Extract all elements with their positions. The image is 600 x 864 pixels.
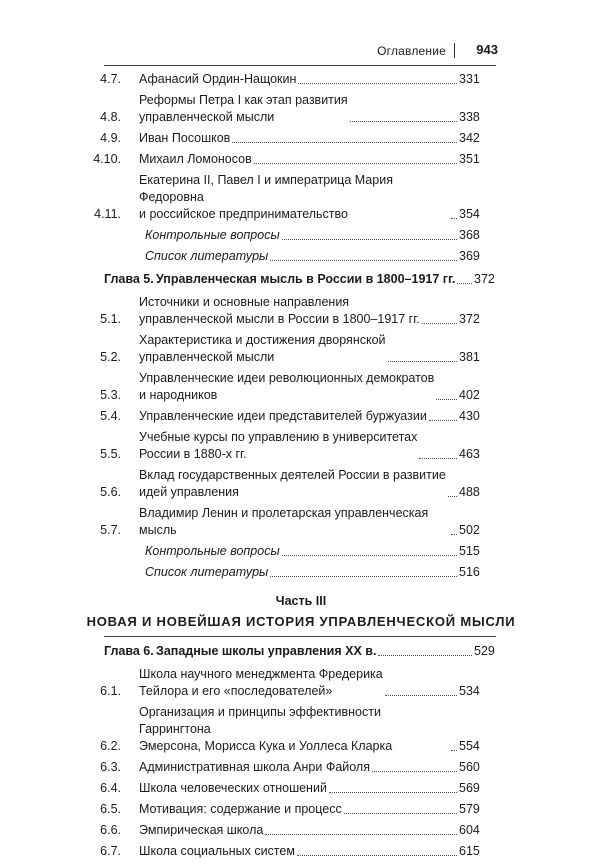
entry-number: 5.4.: [100, 409, 121, 423]
entry-title: Школа человеческих отношений: [139, 781, 327, 795]
entry-number: 5.1.: [100, 312, 121, 326]
toc-entry[interactable]: [0, 429, 600, 463]
entry-page: 372: [459, 312, 480, 326]
toc-entry[interactable]: [0, 172, 600, 223]
leader-dots: [378, 655, 472, 656]
header-divider: [454, 43, 455, 58]
leader-dots: [385, 695, 457, 696]
entry-number: 6.5.: [100, 802, 121, 816]
entry-page: 430: [459, 409, 480, 423]
leader-dots: [448, 496, 457, 497]
leader-dots: [429, 420, 457, 421]
toc-entry[interactable]: [0, 370, 600, 404]
entry-page: 569: [459, 781, 480, 795]
leader-dots: [436, 399, 457, 400]
chapter-title: Западные школы управления XX в.: [156, 644, 377, 658]
entry-page: 354: [459, 207, 480, 221]
entry-number: 6.2.: [100, 739, 121, 753]
leader-dots: [372, 771, 457, 772]
toc-entry[interactable]: [0, 505, 600, 539]
leader-dots: [350, 121, 457, 122]
entry-title: Реформы Петра I как этап развития управленческой мысли: [139, 93, 348, 124]
toc-section-block: [0, 666, 600, 860]
toc-extra-entry[interactable]: [0, 543, 600, 560]
entry-page: 554: [459, 739, 480, 753]
chapter-page: 372: [474, 272, 495, 286]
entry-number: 6.3.: [100, 760, 121, 774]
entry-number: 4.9.: [100, 131, 121, 145]
entry-title: Список литературы: [145, 249, 269, 263]
entry-page: 579: [459, 802, 480, 816]
entry-title: Вклад государственных деятелей России в развитие идей управления: [139, 468, 446, 499]
toc-entry[interactable]: [0, 408, 600, 425]
toc-entry[interactable]: [0, 759, 600, 776]
entry-title: Контрольные вопросы: [145, 228, 280, 242]
part-title: НОВАЯ И НОВЕЙШАЯ ИСТОРИЯ УПРАВЛЕНЧЕСКОЙ МЫСЛИ: [86, 614, 516, 629]
toc-extra-entry[interactable]: [0, 227, 600, 244]
table-of-contents: [0, 71, 600, 864]
section-title: Оглавление: [377, 44, 446, 58]
part-heading: [0, 593, 600, 631]
entry-page: 368: [459, 228, 480, 242]
entry-page: 604: [459, 823, 480, 837]
toc-entry[interactable]: [0, 843, 600, 860]
entry-page: 369: [459, 249, 480, 263]
entry-title: Эмпирическая школа: [139, 823, 264, 837]
entry-title: Иван Посошков: [139, 131, 231, 145]
toc-chapter-6[interactable]: [0, 643, 600, 660]
entry-page: 351: [459, 152, 480, 166]
entry-page: 331: [459, 72, 480, 86]
entry-page: 560: [459, 760, 480, 774]
entry-title: Школа научного менеджмента Фредерика Тейлора и его «последователей»: [139, 667, 383, 698]
chapter-number: Глава 6.: [104, 644, 154, 658]
chapter-page: 529: [474, 644, 495, 658]
entry-page: 534: [459, 684, 480, 698]
chapter-title: Управленческая мысль в России в 1800–1917 гг.: [156, 272, 456, 286]
leader-dots: [344, 813, 457, 814]
entry-title: Афанасий Ордин-Нащокин: [139, 72, 297, 86]
toc-section-extras: [0, 227, 600, 265]
entry-title: Контрольные вопросы: [145, 544, 280, 558]
leader-dots: [457, 283, 472, 284]
toc-chapter-5[interactable]: [0, 271, 600, 288]
entry-number: 5.3.: [100, 388, 121, 402]
toc-entry[interactable]: [0, 332, 600, 366]
entry-page: 338: [459, 110, 480, 124]
page-number: 943: [476, 42, 498, 57]
leader-dots: [388, 361, 457, 362]
entry-title: Управленческие идеи представителей буржуазии: [139, 409, 427, 423]
leader-dots: [297, 855, 457, 856]
leader-dots: [419, 458, 457, 459]
running-header: [358, 42, 498, 60]
toc-extra-entry[interactable]: [0, 564, 600, 581]
entry-title: Источники и основные направления управленческой мысли в России в 1800–1917 гг.: [139, 295, 420, 326]
leader-dots: [232, 142, 457, 143]
entry-page: 615: [459, 844, 480, 858]
toc-entry[interactable]: [0, 801, 600, 818]
entry-title: Мотивация: содержание и процесс: [139, 802, 342, 816]
entry-number: 6.4.: [100, 781, 121, 795]
toc-entry[interactable]: [0, 71, 600, 88]
entry-number: 6.1.: [100, 684, 121, 698]
leader-dots: [270, 576, 457, 577]
part-rule: [104, 636, 496, 637]
part-label: Часть III: [275, 594, 327, 608]
toc-entry[interactable]: [0, 151, 600, 168]
entry-page: 463: [459, 447, 480, 461]
entry-number: 4.10.: [93, 152, 121, 166]
toc-entry[interactable]: [0, 780, 600, 797]
entry-number: 5.6.: [100, 485, 121, 499]
leader-dots: [265, 834, 457, 835]
entry-number: 4.8.: [100, 110, 121, 124]
chapter-number: Глава 5.: [104, 272, 154, 286]
entry-title: Михаил Ломоносов: [139, 152, 252, 166]
entry-title: Управленческие идеи революционных демократов и народников: [139, 371, 435, 402]
toc-entry[interactable]: [0, 92, 600, 126]
entry-page: 402: [459, 388, 480, 402]
entry-number: 5.5.: [100, 447, 121, 461]
toc-extra-entry[interactable]: [0, 248, 600, 265]
entry-title: Административная школа Анри Файоля: [139, 760, 370, 774]
entry-title: Список литературы: [145, 565, 269, 579]
leader-dots: [298, 83, 457, 84]
leader-dots: [329, 792, 457, 793]
entry-page: 502: [459, 523, 480, 537]
entry-title: Учебные курсы по управлению в университетах России в 1880-х гг.: [139, 430, 418, 461]
toc-section-block: [0, 294, 600, 539]
toc-section-extras: [0, 543, 600, 581]
entry-number: 6.6.: [100, 823, 121, 837]
toc-entry[interactable]: [0, 467, 600, 501]
toc-entry[interactable]: [0, 294, 600, 328]
leader-dots: [282, 239, 457, 240]
entry-number: 5.7.: [100, 523, 121, 537]
entry-title: Екатерина II, Павел I и императрица Мария Федоровна и российское предпринимательство: [139, 173, 393, 221]
entry-page: 381: [459, 350, 480, 364]
entry-title: Организация и принципы эффективности Гаррингтона Эмерсона, Морисса Кука и Уоллеса Кларка: [139, 705, 393, 753]
toc-entry[interactable]: [0, 666, 600, 700]
entry-number: 4.7.: [100, 72, 121, 86]
toc-section-block: [0, 71, 600, 223]
entry-page: 488: [459, 485, 480, 499]
toc-entry[interactable]: [0, 822, 600, 839]
entry-page: 515: [459, 544, 480, 558]
entry-title: Владимир Ленин и пролетарская управленческая мысль: [139, 506, 429, 537]
entry-title: Школа социальных систем: [139, 844, 295, 858]
entry-number: 4.11.: [94, 207, 121, 221]
leader-dots: [422, 323, 457, 324]
header-rule: [104, 65, 496, 66]
entry-number: 5.2.: [100, 350, 121, 364]
entry-title: Характеристика и достижения дворянской управленческой мысли: [139, 333, 386, 364]
toc-entry[interactable]: [0, 704, 600, 755]
leader-dots: [270, 260, 457, 261]
leader-dots: [282, 555, 457, 556]
leader-dots: [254, 163, 457, 164]
entry-page: 516: [459, 565, 480, 579]
toc-entry[interactable]: [0, 130, 600, 147]
entry-number: 6.7.: [100, 844, 121, 858]
entry-page: 342: [459, 131, 480, 145]
